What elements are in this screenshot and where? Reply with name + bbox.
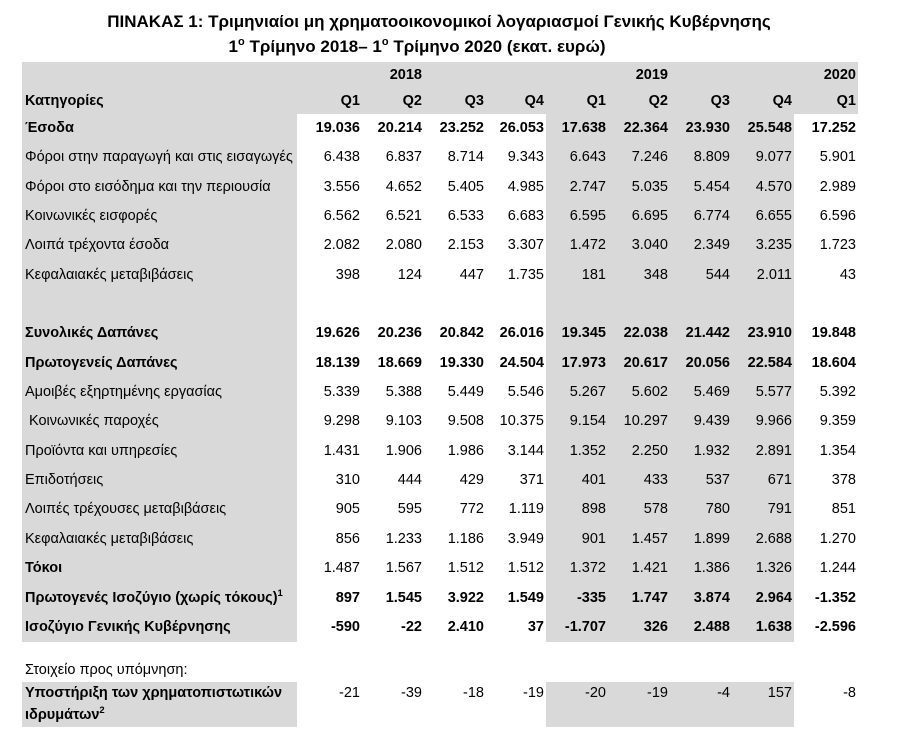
- value-cell: 2.488: [670, 613, 732, 642]
- value-cell: 378: [831, 472, 856, 489]
- quarter-header: Q2: [648, 93, 668, 109]
- value-cell: 897: [335, 589, 360, 606]
- memo-heading-row: [22, 659, 858, 682]
- table-row: [22, 495, 858, 524]
- value-cell: 9.439: [670, 407, 732, 436]
- value-cell: 1.545: [385, 589, 422, 606]
- empty-cell: [486, 290, 546, 319]
- row-label-text: Λοιπά τρέχοντα έσοδα: [25, 237, 170, 254]
- accounts-table: [22, 62, 858, 727]
- value-cell: 1.431: [323, 442, 360, 459]
- value-cell: 1.567: [385, 560, 422, 577]
- value-cell: 43: [839, 266, 856, 283]
- value-cell: 6.595: [546, 202, 608, 231]
- row-label-text: Λοιπές τρέχουσες μεταβιβάσεις: [25, 501, 227, 518]
- value-cell: 429: [459, 472, 484, 489]
- value-cell: 6.774: [670, 202, 732, 231]
- value-cell: -18: [463, 685, 484, 702]
- table-row: [22, 349, 858, 378]
- value-cell: 22.584: [732, 349, 794, 378]
- table-row: [22, 525, 858, 554]
- value-cell: 1.747: [608, 584, 670, 613]
- value-cell: 6.533: [447, 208, 484, 225]
- value-cell: 24.504: [499, 354, 544, 371]
- quarter-header: Q3: [710, 93, 730, 109]
- value-cell: 1.386: [670, 554, 732, 583]
- row-label-text: Φόροι στην παραγωγή και στις εισαγωγές: [25, 149, 293, 166]
- value-cell: 6.643: [546, 143, 608, 172]
- value-cell: 1.326: [732, 554, 794, 583]
- footnote-marker: 2: [99, 705, 105, 717]
- value-cell: 6.683: [507, 208, 544, 225]
- row-label-text: Έσοδα: [25, 120, 74, 136]
- value-cell: 26.016: [499, 325, 544, 342]
- value-cell: 5.577: [732, 378, 794, 407]
- value-cell: 1.549: [507, 589, 544, 606]
- row-label: [22, 173, 297, 202]
- value-cell: 3.556: [323, 178, 360, 195]
- value-cell: 1.723: [819, 237, 856, 254]
- empty-cell: [362, 290, 424, 319]
- row-label: [22, 261, 297, 290]
- value-cell: 1.352: [546, 437, 608, 466]
- empty-header-cell: [297, 62, 362, 88]
- value-cell: 544: [670, 261, 732, 290]
- value-cell: 9.103: [385, 413, 422, 430]
- footnote-marker: 1: [277, 587, 283, 599]
- value-cell: 9.154: [546, 407, 608, 436]
- value-cell: 5.469: [670, 378, 732, 407]
- value-cell: 6.596: [819, 208, 856, 225]
- empty-cell: [670, 290, 732, 319]
- empty-cell: [608, 290, 670, 319]
- value-cell: 595: [397, 501, 422, 518]
- table-row: [22, 437, 858, 466]
- value-cell: 401: [546, 466, 608, 495]
- memo-heading: Στοιχείο προς υπόμνηση:: [25, 662, 188, 679]
- table-row: [22, 173, 858, 202]
- value-cell: 5.339: [323, 384, 360, 401]
- row-label: [22, 319, 297, 348]
- value-cell: 1.735: [507, 266, 544, 283]
- value-cell: -21: [339, 685, 360, 702]
- value-cell: 447: [459, 266, 484, 283]
- value-cell: 6.695: [608, 202, 670, 231]
- value-cell: 5.901: [819, 149, 856, 166]
- year-header: 2020: [823, 67, 856, 83]
- section-gap: [22, 642, 858, 659]
- value-cell: 1.899: [670, 525, 732, 554]
- value-cell: 4.985: [507, 178, 544, 195]
- value-cell: 537: [670, 466, 732, 495]
- row-label-text: Υποστήριξη των χρηματοπιστωτικών ιδρυμάτων: [25, 685, 283, 724]
- value-cell: 22.364: [608, 114, 670, 143]
- empty-header-cell: [732, 62, 794, 88]
- empty-cell: [732, 290, 794, 319]
- value-cell: 898: [546, 495, 608, 524]
- value-cell: 671: [732, 466, 794, 495]
- value-cell: 2.153: [447, 237, 484, 254]
- table-row: [22, 231, 858, 260]
- value-cell: -8: [843, 685, 856, 702]
- value-cell: 2.989: [819, 178, 856, 195]
- value-cell: 3.922: [447, 589, 484, 606]
- value-cell: 2.410: [447, 618, 484, 635]
- value-cell: 124: [397, 266, 422, 283]
- row-label: [22, 349, 297, 378]
- subtitle-text: 1: [228, 37, 238, 56]
- value-cell: 3.949: [507, 530, 544, 547]
- table-row: [22, 143, 858, 172]
- value-cell: 2.082: [323, 237, 360, 254]
- row-label-text: Προϊόντα και υπηρεσίες: [25, 442, 178, 459]
- value-cell: 18.604: [811, 354, 856, 371]
- table-row: [22, 682, 858, 727]
- value-cell: 20.617: [608, 349, 670, 378]
- table-subtitle: [229, 36, 606, 58]
- value-cell: 23.910: [732, 319, 794, 348]
- value-cell: 10.375: [499, 413, 544, 430]
- value-cell: 6.562: [323, 208, 360, 225]
- table-row: [22, 407, 858, 436]
- empty-header-cell: [424, 62, 486, 88]
- value-cell: 5.449: [447, 384, 484, 401]
- value-cell: 4.652: [385, 178, 422, 195]
- row-label-text: Επιδοτήσεις: [25, 472, 104, 489]
- table-title: ΠΙΝΑΚΑΣ 1: Τριμηνιαίοι μη χρηματοοικονομικοί λογαριασμοί Γενικής Κυβέρνησης: [107, 12, 771, 31]
- value-cell: 2.011: [732, 261, 794, 290]
- value-cell: 1.119: [508, 501, 544, 518]
- value-cell: 10.297: [608, 407, 670, 436]
- empty-header-cell: [22, 62, 297, 88]
- row-label: [22, 202, 297, 231]
- value-cell: 5.392: [819, 384, 856, 401]
- quarter-header: Q1: [586, 93, 606, 109]
- row-label: [22, 114, 297, 143]
- value-cell: 9.343: [507, 149, 544, 166]
- quarter-header: Q2: [402, 93, 422, 109]
- value-cell: -1.352: [814, 589, 856, 606]
- value-cell: 20.842: [439, 325, 484, 342]
- year-header-row: [22, 62, 858, 88]
- row-label-text: Συνολικές Δαπάνες: [25, 325, 159, 342]
- value-cell: 9.298: [323, 413, 360, 430]
- row-label-text: Πρωτογενές Ισοζύγιο (χωρίς τόκους): [25, 589, 278, 606]
- value-cell: 2.688: [732, 525, 794, 554]
- value-cell: 1.638: [732, 613, 794, 642]
- value-cell: 5.267: [546, 378, 608, 407]
- quarter-header: Q1: [836, 93, 856, 109]
- row-label: [22, 378, 297, 407]
- value-cell: 20.056: [670, 349, 732, 378]
- row-label: [22, 466, 297, 495]
- table-row: [22, 319, 858, 348]
- table-body: [22, 114, 858, 727]
- value-cell: 9.508: [447, 413, 484, 430]
- value-cell: 20.236: [377, 325, 422, 342]
- empty-cell: [546, 290, 608, 319]
- row-label-text: Φόροι στο εισόδημα και την περιουσία: [25, 178, 271, 195]
- ordinal-suffix: ο: [381, 36, 389, 48]
- table-row: [22, 554, 858, 583]
- table-row: [22, 202, 858, 231]
- value-cell: 1.986: [447, 442, 484, 459]
- value-cell: 17.973: [546, 349, 608, 378]
- value-cell: 1.421: [608, 554, 670, 583]
- value-cell: 19.036: [315, 120, 360, 136]
- value-cell: 6.837: [385, 149, 422, 166]
- value-cell: 9.359: [819, 413, 856, 430]
- value-cell: 19.330: [439, 354, 484, 371]
- value-cell: -590: [330, 618, 360, 635]
- table-row: [22, 378, 858, 407]
- empty-cell: [794, 290, 858, 319]
- category-header: Κατηγορίες: [25, 93, 104, 109]
- row-label: [22, 584, 297, 613]
- value-cell: 1.487: [323, 560, 360, 577]
- value-cell: 9.077: [732, 143, 794, 172]
- value-cell: 181: [546, 261, 608, 290]
- table-row: [22, 584, 858, 613]
- value-cell: 5.405: [447, 178, 484, 195]
- value-cell: 433: [608, 466, 670, 495]
- value-cell: 1.186: [447, 530, 484, 547]
- value-cell: 6.521: [385, 208, 422, 225]
- row-label: [22, 143, 297, 172]
- value-cell: 2.250: [608, 437, 670, 466]
- value-cell: 1.906: [385, 442, 422, 459]
- quarter-header: Q4: [772, 93, 792, 109]
- value-cell: 5.035: [608, 173, 670, 202]
- empty-cell: [424, 290, 486, 319]
- empty-header-cell: [486, 62, 546, 88]
- value-cell: 8.714: [447, 149, 484, 166]
- quarter-header-row: [22, 88, 858, 114]
- value-cell: 5.388: [385, 384, 422, 401]
- value-cell: -19: [608, 682, 670, 727]
- value-cell: 5.454: [670, 173, 732, 202]
- value-cell: 310: [335, 472, 360, 489]
- value-cell: 1.354: [819, 442, 856, 459]
- value-cell: 6.438: [323, 149, 360, 166]
- subtitle-text: Τρίμηνο 2018– 1: [244, 37, 382, 56]
- value-cell: 444: [397, 472, 422, 489]
- value-cell: 157: [732, 682, 794, 727]
- value-cell: 1.372: [546, 554, 608, 583]
- value-cell: 398: [335, 266, 360, 283]
- value-cell: 18.669: [377, 354, 422, 371]
- value-cell: 17.252: [811, 120, 856, 136]
- value-cell: 1.932: [670, 437, 732, 466]
- quarter-header: Q1: [340, 93, 360, 109]
- value-cell: 5.602: [608, 378, 670, 407]
- empty-cell: [22, 290, 297, 319]
- row-label-text: Αμοιβές εξηρτημένης εργασίας: [25, 384, 223, 401]
- value-cell: 5.546: [507, 384, 544, 401]
- value-cell: 1.472: [546, 231, 608, 260]
- value-cell: 2.349: [670, 231, 732, 260]
- value-cell: 25.548: [732, 114, 794, 143]
- value-cell: 578: [608, 495, 670, 524]
- table-row: [22, 261, 858, 290]
- row-label: [22, 495, 297, 524]
- value-cell: 772: [459, 501, 484, 518]
- table-row: [22, 466, 858, 495]
- value-cell: 22.038: [608, 319, 670, 348]
- value-cell: 348: [608, 261, 670, 290]
- value-cell: 3.040: [608, 231, 670, 260]
- value-cell: 17.638: [546, 114, 608, 143]
- row-label: [22, 407, 297, 436]
- value-cell: 23.930: [670, 114, 732, 143]
- value-cell: -1.707: [546, 613, 608, 642]
- row-label: [22, 525, 297, 554]
- row-label: [22, 682, 297, 727]
- value-cell: 1.270: [819, 530, 856, 547]
- row-label-text: Κεφαλαιακές μεταβιβάσεις: [25, 530, 194, 547]
- row-label-text: Κοινωνικές εισφορές: [25, 208, 158, 225]
- value-cell: 2.080: [385, 237, 422, 254]
- value-cell: -20: [546, 682, 608, 727]
- value-cell: -22: [401, 618, 422, 635]
- value-cell: -39: [401, 685, 422, 702]
- value-cell: 326: [608, 613, 670, 642]
- value-cell: 19.626: [315, 325, 360, 342]
- value-cell: 780: [670, 495, 732, 524]
- value-cell: 18.139: [315, 354, 360, 371]
- value-cell: 3.307: [507, 237, 544, 254]
- row-label-text: Τόκοι: [25, 560, 63, 577]
- value-cell: -19: [523, 685, 544, 702]
- value-cell: 1.244: [819, 560, 856, 577]
- value-cell: 371: [519, 472, 544, 489]
- value-cell: 4.570: [732, 173, 794, 202]
- value-cell: 6.655: [732, 202, 794, 231]
- spacer-row: [22, 290, 858, 319]
- row-label: [22, 437, 297, 466]
- value-cell: 3.235: [732, 231, 794, 260]
- table-row: [22, 114, 858, 143]
- value-cell: 905: [335, 501, 360, 518]
- value-cell: 8.809: [670, 143, 732, 172]
- value-cell: 7.246: [608, 143, 670, 172]
- empty-header-cell: [670, 62, 732, 88]
- row-label: [22, 613, 297, 642]
- value-cell: 9.966: [732, 407, 794, 436]
- row-label: [22, 231, 297, 260]
- row-label-text: Κοινωνικές παροχές: [29, 413, 159, 430]
- value-cell: 19.345: [546, 319, 608, 348]
- row-label-text: Ισοζύγιο Γενικής Κυβέρνησης: [25, 618, 231, 635]
- value-cell: 19.848: [811, 325, 856, 342]
- value-cell: 901: [546, 525, 608, 554]
- quarter-header: Q3: [464, 93, 484, 109]
- year-header: 2019: [635, 67, 668, 83]
- quarter-header: Q4: [524, 93, 544, 109]
- value-cell: -4: [670, 682, 732, 727]
- value-cell: 851: [831, 501, 856, 518]
- value-cell: 856: [335, 530, 360, 547]
- value-cell: 1.457: [608, 525, 670, 554]
- value-cell: -2.596: [814, 618, 856, 635]
- ordinal-suffix: ο: [237, 36, 245, 48]
- row-label-text: Κεφαλαιακές μεταβιβάσεις: [25, 266, 194, 283]
- value-cell: 26.053: [499, 120, 544, 136]
- subtitle-text: Τρίμηνο 2020 (εκατ. ευρώ): [388, 37, 606, 56]
- value-cell: 1.233: [385, 530, 422, 547]
- value-cell: 2.964: [732, 584, 794, 613]
- value-cell: 791: [732, 495, 794, 524]
- value-cell: 3.144: [507, 442, 544, 459]
- value-cell: 3.874: [670, 584, 732, 613]
- value-cell: 2.747: [546, 173, 608, 202]
- value-cell: 2.891: [732, 437, 794, 466]
- value-cell: 21.442: [670, 319, 732, 348]
- value-cell: 20.214: [377, 120, 422, 136]
- empty-header-cell: [546, 62, 608, 88]
- row-label: [22, 554, 297, 583]
- row-label-text: Πρωτογενείς Δαπάνες: [25, 354, 178, 371]
- table-row: [22, 613, 858, 642]
- year-header: 2018: [389, 67, 422, 83]
- value-cell: -335: [546, 584, 608, 613]
- value-cell: 37: [527, 618, 544, 635]
- value-cell: 23.252: [439, 120, 484, 136]
- empty-cell: [297, 290, 362, 319]
- value-cell: 1.512: [507, 560, 544, 577]
- value-cell: 1.512: [447, 560, 484, 577]
